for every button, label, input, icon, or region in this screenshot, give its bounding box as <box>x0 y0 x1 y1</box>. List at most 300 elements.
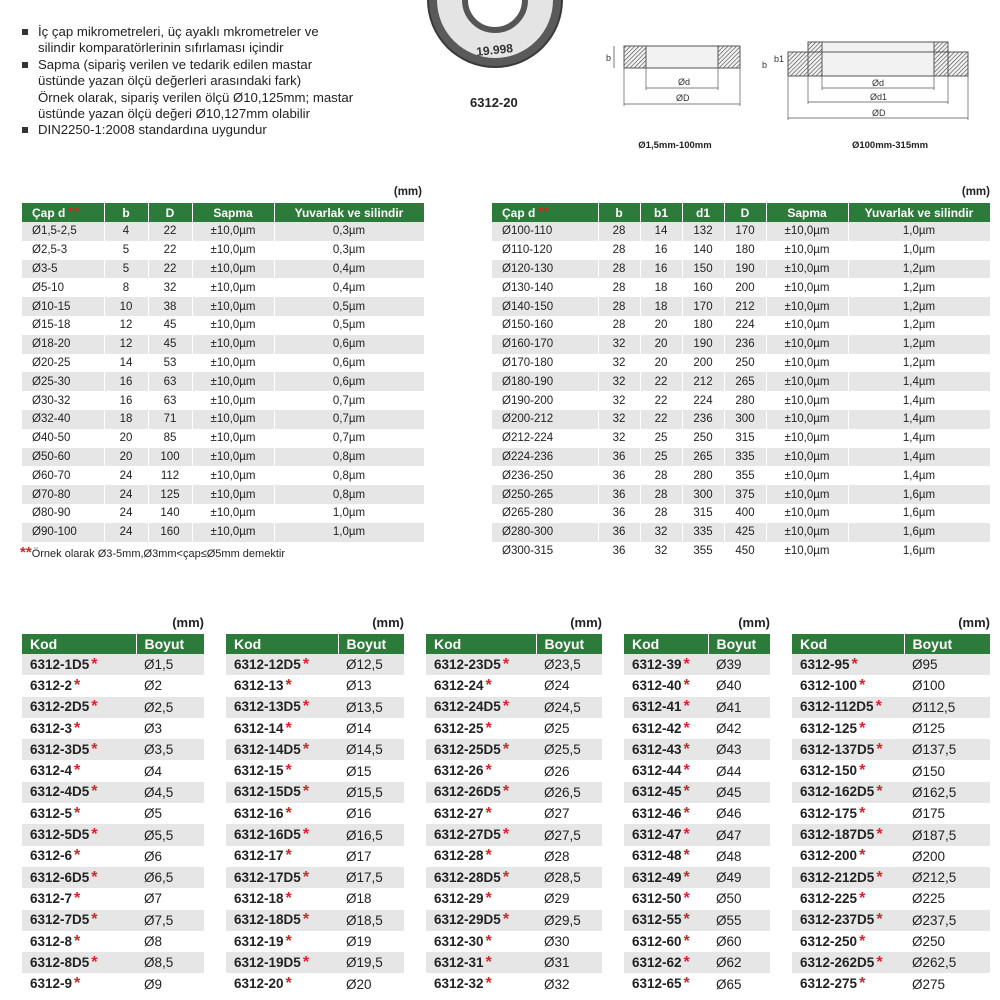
column-header: Kod <box>624 634 708 654</box>
table-cell: 12 <box>104 316 148 335</box>
size-cell: Ø16,5 <box>338 824 404 845</box>
table-cell: 170 <box>724 222 766 241</box>
product-code-cell: 6312-7 * <box>22 888 136 909</box>
table-cell: 190 <box>724 260 766 279</box>
table-cell: 25 <box>640 429 682 448</box>
asterisk-marker: * <box>876 740 883 758</box>
table-row <box>22 297 424 316</box>
column-header: Kod <box>22 634 136 654</box>
product-code-cell: 6312-150 * <box>792 760 904 781</box>
table-row <box>226 782 404 803</box>
table-cell: 1,0µm <box>274 504 424 523</box>
asterisk-marker: * <box>485 719 492 737</box>
feature-bullet-line: DIN2250-1:2008 standardına uygundur <box>38 122 267 138</box>
size-cell: Ø39 <box>708 654 770 675</box>
table-cell: 4 <box>104 222 148 241</box>
size-cell: Ø46 <box>708 803 770 824</box>
table-cell: ±10,0µm <box>766 372 848 391</box>
table-cell: 5 <box>104 260 148 279</box>
asterisk-marker: * <box>683 655 690 673</box>
table-cell: 0,7µm <box>274 391 424 410</box>
table-cell: 8 <box>104 278 148 297</box>
table-row <box>792 739 990 760</box>
table-row <box>624 867 770 888</box>
table-cell: Ø212-224 <box>492 429 598 448</box>
product-code-cell: 6312-26 * <box>426 760 536 781</box>
size-cell: Ø4,5 <box>136 782 204 803</box>
table-cell: 0,6µm <box>274 354 424 373</box>
column-header: b1 <box>640 203 682 222</box>
svg-text:b: b <box>606 53 612 63</box>
size-cell: Ø250 <box>904 931 990 952</box>
table-row <box>792 846 990 867</box>
table-cell: 160 <box>148 523 192 542</box>
product-code-cell: 6312-18 * <box>226 888 338 909</box>
product-code-cell: 6312-262D5 * <box>792 952 904 973</box>
table-cell: ±10,0µm <box>192 241 274 260</box>
asterisk-marker: * <box>74 762 81 780</box>
product-code-cell: 6312-29D5 * <box>426 910 536 931</box>
table-row <box>792 697 990 718</box>
table-row <box>22 824 204 845</box>
product-code-cell: 6312-16 * <box>226 803 338 824</box>
size-cell: Ø50 <box>708 888 770 909</box>
table-cell: ±10,0µm <box>766 410 848 429</box>
table-row <box>22 739 204 760</box>
product-code-cell: 6312-8D5 * <box>22 952 136 973</box>
table-row <box>492 354 990 373</box>
table-cell: 1,6µm <box>848 523 990 542</box>
product-code-cell: 6312-39 * <box>624 654 708 675</box>
table-row <box>22 973 204 994</box>
size-cell: Ø6,5 <box>136 867 204 888</box>
feature-bullet <box>20 122 400 138</box>
size-cell: Ø187,5 <box>904 824 990 845</box>
code-table <box>426 634 603 995</box>
table-cell: 14 <box>640 222 682 241</box>
ring-diagram-small <box>600 38 750 118</box>
product-code-cell: 6312-100 * <box>792 675 904 696</box>
table-row <box>22 260 424 279</box>
table-row <box>492 542 990 561</box>
table-cell: 32 <box>598 410 640 429</box>
table-row <box>22 654 204 675</box>
size-cell: Ø137,5 <box>904 739 990 760</box>
table-cell: 140 <box>682 241 724 260</box>
diagram1-caption: Ø1,5mm-100mm <box>638 140 712 151</box>
table-cell: Ø130-140 <box>492 278 598 297</box>
table-row <box>226 824 404 845</box>
table-cell: 300 <box>724 410 766 429</box>
size-cell: Ø1,5 <box>136 654 204 675</box>
table-row <box>492 523 990 542</box>
asterisk-marker: * <box>91 868 98 886</box>
product-code-cell: 6312-7D5 * <box>22 910 136 931</box>
column-header: D <box>724 203 766 222</box>
table-cell: ±10,0µm <box>192 504 274 523</box>
product-code: 6312-20 <box>470 95 518 110</box>
table-cell: 1,4µm <box>848 391 990 410</box>
asterisk-marker: * <box>683 740 690 758</box>
size-cell: Ø7 <box>136 888 204 909</box>
table-cell: 212 <box>682 372 724 391</box>
table-row <box>22 846 204 867</box>
size-cell: Ø9 <box>136 973 204 994</box>
table-cell: 53 <box>148 354 192 373</box>
code-table <box>226 634 405 995</box>
table-row <box>426 675 602 696</box>
table-row <box>22 278 424 297</box>
column-header: D <box>148 203 192 222</box>
asterisk-marker: * <box>302 868 310 886</box>
product-code-cell: 6312-27 * <box>426 803 536 824</box>
table-cell: Ø90-100 <box>22 523 104 542</box>
product-code-cell: 6312-25 * <box>426 718 536 739</box>
table-row <box>22 410 424 429</box>
table-cell: 25 <box>640 448 682 467</box>
table-row <box>624 910 770 931</box>
size-cell: Ø12,5 <box>338 654 404 675</box>
asterisk-marker: * <box>285 676 292 694</box>
spec-table-large <box>492 203 991 560</box>
size-cell: Ø237,5 <box>904 910 990 931</box>
feature-bullet-line: silindir komparatörlerinin sıfırlaması içindir <box>38 40 284 56</box>
feature-bullet-line: üstünde yazan ölçü değeri Ø10,127mm olabilir <box>38 106 310 122</box>
table-cell: Ø5-10 <box>22 278 104 297</box>
table-cell: ±10,0µm <box>192 278 274 297</box>
table-row <box>226 697 404 718</box>
table-cell: 0,4µm <box>274 278 424 297</box>
size-cell: Ø16 <box>338 803 404 824</box>
product-code-cell: 6312-14 * <box>226 718 338 739</box>
table-cell: ±10,0µm <box>192 335 274 354</box>
table-cell: Ø20-25 <box>22 354 104 373</box>
asterisk-marker: * <box>683 932 690 950</box>
product-code-cell: 6312-6 * <box>22 846 136 867</box>
size-cell: Ø17,5 <box>338 867 404 888</box>
table-cell: 10 <box>104 297 148 316</box>
table-row <box>226 654 404 675</box>
column-header: Boyut <box>904 634 990 654</box>
product-code-cell: 6312-13D5 * <box>226 697 338 718</box>
size-cell: Ø13 <box>338 675 404 696</box>
size-cell: Ø25 <box>536 718 602 739</box>
product-code-cell: 6312-15D5 * <box>226 782 338 803</box>
asterisk-marker: * <box>502 783 510 801</box>
asterisk-marker: * <box>91 783 98 801</box>
product-code-cell: 6312-200 * <box>792 846 904 867</box>
size-cell: Ø29 <box>536 888 602 909</box>
table-cell: 36 <box>598 542 640 561</box>
table-cell: 36 <box>598 504 640 523</box>
product-code-cell: 6312-17D5 * <box>226 867 338 888</box>
table-cell: 140 <box>148 504 192 523</box>
table-row <box>22 222 424 241</box>
size-cell: Ø29,5 <box>536 910 602 931</box>
asterisk-marker: ** <box>67 204 80 221</box>
size-cell: Ø28,5 <box>536 867 602 888</box>
asterisk-marker: * <box>285 804 292 822</box>
table-cell: Ø180-190 <box>492 372 598 391</box>
table-row <box>426 803 602 824</box>
size-cell: Ø60 <box>708 931 770 952</box>
asterisk-marker: * <box>683 847 690 865</box>
product-code-cell: 6312-20 * <box>226 973 338 994</box>
table-cell: 1,2µm <box>848 354 990 373</box>
table-cell: Ø170-180 <box>492 354 598 373</box>
product-code-cell: 6312-60 * <box>624 931 708 952</box>
asterisk-marker: * <box>302 953 310 971</box>
asterisk-marker: ** <box>537 204 550 221</box>
asterisk-marker: * <box>683 783 690 801</box>
size-cell: Ø28 <box>536 846 602 867</box>
table-cell: 1,2µm <box>848 278 990 297</box>
table-cell: ±10,0µm <box>192 391 274 410</box>
table-cell: 32 <box>640 523 682 542</box>
svg-text:Ød: Ød <box>678 77 691 87</box>
size-cell: Ø18,5 <box>338 910 404 931</box>
svg-text:b1: b1 <box>774 54 785 64</box>
table-cell: 16 <box>640 260 682 279</box>
table-cell: Ø50-60 <box>22 448 104 467</box>
table-cell: Ø18-20 <box>22 335 104 354</box>
table-row <box>22 910 204 931</box>
table-cell: 190 <box>682 335 724 354</box>
column-header: Kod <box>426 634 536 654</box>
asterisk-marker: * <box>859 762 866 780</box>
table-cell: 0,7µm <box>274 429 424 448</box>
asterisk-marker: * <box>875 698 882 716</box>
table-cell: 125 <box>148 485 192 504</box>
asterisk-marker: * <box>285 719 292 737</box>
table-cell: 22 <box>640 410 682 429</box>
size-cell: Ø162,5 <box>904 782 990 803</box>
table-cell: 45 <box>148 316 192 335</box>
table-row <box>492 485 990 504</box>
product-code-cell: 6312-95 * <box>792 654 904 675</box>
table-cell: ±10,0µm <box>192 485 274 504</box>
column-header: Boyut <box>536 634 602 654</box>
product-code-cell: 6312-48 * <box>624 846 708 867</box>
table-cell: Ø3-5 <box>22 260 104 279</box>
table-cell: 150 <box>682 260 724 279</box>
asterisk-marker: * <box>859 889 866 907</box>
size-cell: Ø27,5 <box>536 824 602 845</box>
table-cell: 355 <box>682 542 724 561</box>
size-cell: Ø7,5 <box>136 910 204 931</box>
table-cell: 315 <box>724 429 766 448</box>
product-code-cell: 6312-65 * <box>624 973 708 994</box>
size-cell: Ø32 <box>536 973 602 994</box>
size-cell: Ø5 <box>136 803 204 824</box>
table-row <box>426 739 602 760</box>
table-cell: 18 <box>104 410 148 429</box>
table-cell: 36 <box>598 466 640 485</box>
asterisk-marker: * <box>74 847 81 865</box>
size-cell: Ø95 <box>904 654 990 675</box>
table-row <box>792 952 990 973</box>
table-row <box>492 241 990 260</box>
asterisk-marker: * <box>485 762 492 780</box>
table-row <box>426 718 602 739</box>
table-cell: Ø1,5-2,5 <box>22 222 104 241</box>
asterisk-marker: * <box>91 826 98 844</box>
size-cell: Ø26,5 <box>536 782 602 803</box>
size-cell: Ø26 <box>536 760 602 781</box>
table-cell: 18 <box>640 278 682 297</box>
code-table <box>22 634 205 995</box>
table-cell: 355 <box>724 466 766 485</box>
asterisk-marker: * <box>876 826 883 844</box>
table-row <box>792 675 990 696</box>
table-cell: 450 <box>724 542 766 561</box>
product-code-cell: 6312-49 * <box>624 867 708 888</box>
product-code-cell: 6312-5 * <box>22 803 136 824</box>
table-row <box>624 973 770 994</box>
table-cell: 22 <box>148 260 192 279</box>
asterisk-marker: * <box>74 719 81 737</box>
table-row <box>426 867 602 888</box>
table-cell: 18 <box>640 297 682 316</box>
table-cell: 1,0µm <box>848 222 990 241</box>
asterisk-marker: * <box>683 868 690 886</box>
size-cell: Ø13,5 <box>338 697 404 718</box>
table-cell: 112 <box>148 466 192 485</box>
size-cell: Ø43 <box>708 739 770 760</box>
table-row <box>492 278 990 297</box>
table-row <box>226 739 404 760</box>
size-cell: Ø18 <box>338 888 404 909</box>
table-cell: 0,6µm <box>274 372 424 391</box>
table-row <box>792 782 990 803</box>
table-row <box>792 910 990 931</box>
size-cell: Ø8,5 <box>136 952 204 973</box>
table-row <box>22 675 204 696</box>
size-cell: Ø45 <box>708 782 770 803</box>
table-row <box>624 931 770 952</box>
size-cell: Ø49 <box>708 867 770 888</box>
table-cell: 63 <box>148 372 192 391</box>
table-cell: 100 <box>148 448 192 467</box>
table-row <box>492 391 990 410</box>
asterisk-marker: * <box>485 953 492 971</box>
table-row <box>792 718 990 739</box>
table-row <box>22 523 424 542</box>
table-cell: 20 <box>104 448 148 467</box>
column-header: Çap d ** <box>22 203 104 222</box>
table-cell: 36 <box>598 448 640 467</box>
table-cell: 315 <box>682 504 724 523</box>
asterisk-marker: * <box>485 676 492 694</box>
asterisk-marker: * <box>876 911 883 929</box>
size-cell: Ø2 <box>136 675 204 696</box>
table-cell: 36 <box>598 523 640 542</box>
column-header: b <box>598 203 640 222</box>
table-cell: ±10,0µm <box>766 523 848 542</box>
setting-ring-image <box>425 0 565 70</box>
table-cell: 200 <box>724 278 766 297</box>
size-cell: Ø25,5 <box>536 739 602 760</box>
table-cell: 280 <box>682 466 724 485</box>
table-cell: 1,4µm <box>848 448 990 467</box>
unit-label: (mm) <box>570 615 602 630</box>
unit-label: (mm) <box>958 615 990 630</box>
table-cell: 1,2µm <box>848 316 990 335</box>
table-row <box>426 931 602 952</box>
table-row <box>492 222 990 241</box>
asterisk-marker: * <box>485 847 492 865</box>
product-code-cell: 6312-28 * <box>426 846 536 867</box>
asterisk-marker: * <box>859 676 866 694</box>
size-cell: Ø3 <box>136 718 204 739</box>
product-code-cell: 6312-14D5 * <box>226 739 338 760</box>
size-cell: Ø62 <box>708 952 770 973</box>
table-cell: ±10,0µm <box>766 391 848 410</box>
table-cell: 1,4µm <box>848 410 990 429</box>
ring-marking: 19.998 <box>475 41 514 59</box>
column-header: Yuvarlak ve silindir <box>848 203 990 222</box>
table-cell: 32 <box>598 335 640 354</box>
table-cell: 224 <box>724 316 766 335</box>
table-row <box>624 718 770 739</box>
table-cell: Ø300-315 <box>492 542 598 561</box>
table-cell: 1,2µm <box>848 335 990 354</box>
asterisk-marker: * <box>91 698 98 716</box>
table-cell: 132 <box>682 222 724 241</box>
table-row <box>624 888 770 909</box>
size-cell: Ø175 <box>904 803 990 824</box>
product-code-cell: 6312-45 * <box>624 782 708 803</box>
size-cell: Ø112,5 <box>904 697 990 718</box>
table-row <box>624 803 770 824</box>
table-cell: 45 <box>148 335 192 354</box>
table-row <box>624 782 770 803</box>
size-cell: Ø23,5 <box>536 654 602 675</box>
column-header: Sapma <box>766 203 848 222</box>
size-cell: Ø5,5 <box>136 824 204 845</box>
table-cell: Ø250-265 <box>492 485 598 504</box>
size-cell: Ø44 <box>708 760 770 781</box>
table-cell: 20 <box>640 354 682 373</box>
table-cell: 300 <box>682 485 724 504</box>
size-cell: Ø225 <box>904 888 990 909</box>
table-row <box>624 846 770 867</box>
table-row <box>22 867 204 888</box>
product-code-cell: 6312-24 * <box>426 675 536 696</box>
asterisk-marker: * <box>859 932 866 950</box>
table-cell: 16 <box>640 241 682 260</box>
table-cell: ±10,0µm <box>192 260 274 279</box>
table-row <box>22 803 204 824</box>
table-row <box>226 846 404 867</box>
code-table <box>792 634 991 995</box>
table-cell: ±10,0µm <box>192 222 274 241</box>
table-cell: 28 <box>598 316 640 335</box>
table-cell: 24 <box>104 466 148 485</box>
size-cell: Ø42 <box>708 718 770 739</box>
table-cell: ±10,0µm <box>766 542 848 561</box>
size-cell: Ø24,5 <box>536 697 602 718</box>
svg-text:ØD: ØD <box>676 93 690 103</box>
table-cell: 85 <box>148 429 192 448</box>
table-cell: 20 <box>640 316 682 335</box>
product-code-cell: 6312-27D5 * <box>426 824 536 845</box>
table-row <box>226 888 404 909</box>
table-row <box>492 260 990 279</box>
table-cell: ±10,0µm <box>766 260 848 279</box>
feature-bullet <box>20 57 400 123</box>
table-cell: 335 <box>682 523 724 542</box>
